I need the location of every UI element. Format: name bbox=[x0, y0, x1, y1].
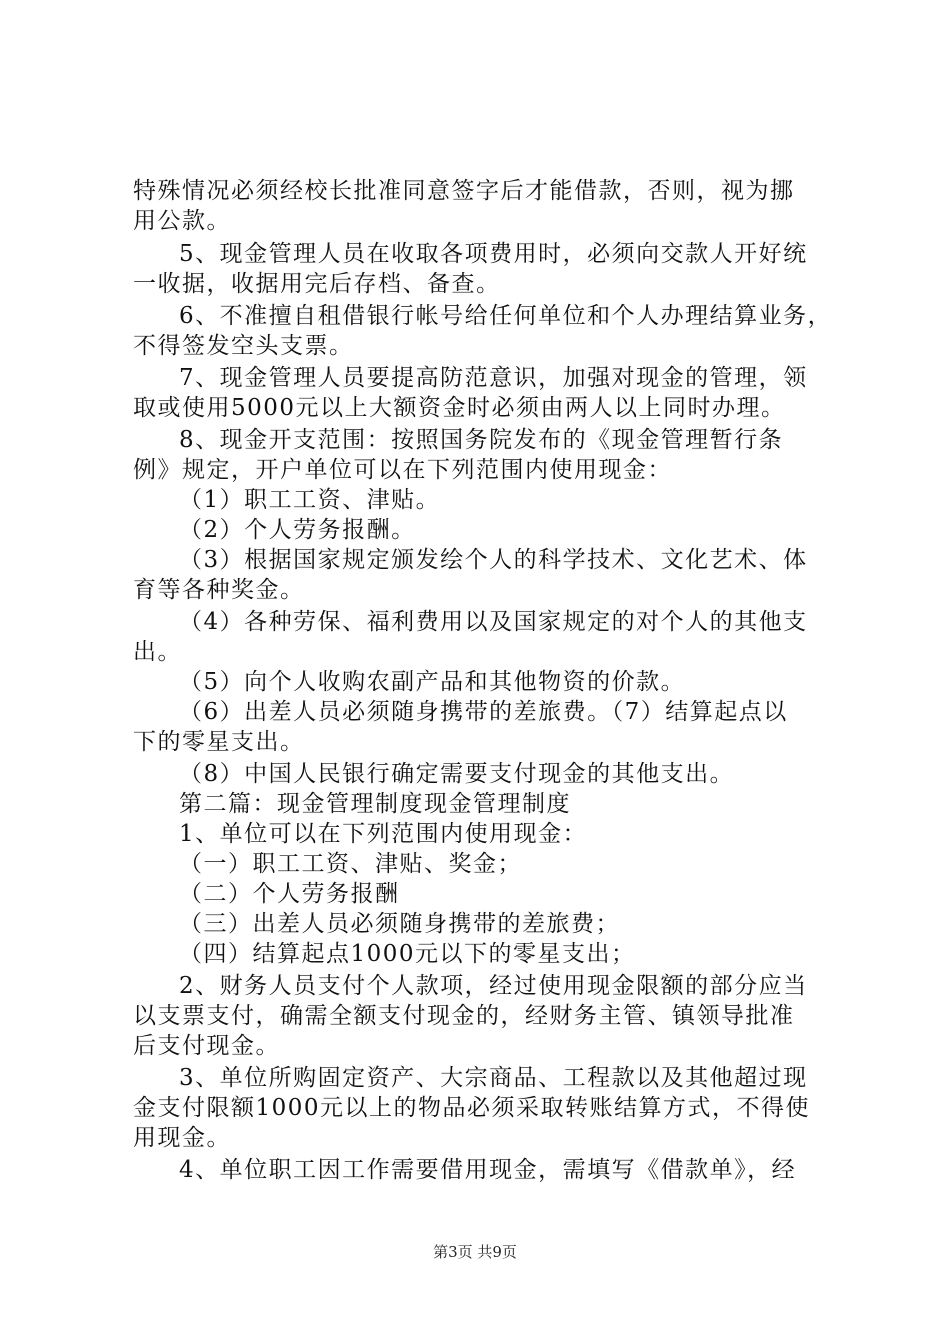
text-line: （6）出差人员必须随身携带的差旅费。（7）结算起点以 bbox=[179, 699, 788, 725]
text-line: 2、财务人员支付个人款项，经过使用现金限额的部分应当 bbox=[179, 973, 808, 999]
text-line: 一收据，收据用完后存档、备查。 bbox=[133, 271, 501, 297]
text-line: （8）中国人民银行确定需要支付现金的其他支出。 bbox=[179, 761, 735, 787]
text-line: 用公款。 bbox=[133, 208, 231, 234]
text-line: 用现金。 bbox=[133, 1125, 231, 1151]
text-line: 育等各种奖金。 bbox=[133, 577, 305, 603]
text-line: （5）向个人收购农副产品和其他物资的价款。 bbox=[179, 669, 686, 695]
text-line: （二）个人劳务报酬 bbox=[179, 881, 400, 907]
text-line: 3、单位所购固定资产、大宗商品、工程款以及其他超过现 bbox=[179, 1065, 808, 1091]
text-line: （一）职工工资、津贴、奖金； bbox=[179, 851, 522, 877]
text-line: 金支付限额1000元以上的物品必须采取转账结算方式，不得使 bbox=[133, 1095, 811, 1121]
text-line: 1、单位可以在下列范围内使用现金： bbox=[179, 821, 588, 847]
text-line: 8、现金开支范围：按照国务院发布的《现金管理暂行条 bbox=[179, 427, 784, 453]
text-line: 特殊情况必须经校长批准同意签字后才能借款，否则，视为挪 bbox=[133, 178, 795, 204]
text-line: 例》规定，开户单位可以在下列范围内使用现金： bbox=[133, 457, 672, 483]
text-line: （三）出差人员必须随身携带的差旅费； bbox=[179, 911, 620, 937]
text-line: 以支票支付，确需全额支付现金的，经财务主管、镇领导批准 bbox=[133, 1003, 795, 1029]
text-line: 4、单位职工因工作需要借用现金，需填写《借款单》，经 bbox=[179, 1157, 797, 1183]
text-line: 7、现金管理人员要提高防范意识，加强对现金的管理，领 bbox=[179, 365, 808, 391]
text-line: （四）结算起点1000元以下的零星支出； bbox=[179, 941, 636, 967]
text-line: 后支付现金。 bbox=[133, 1033, 280, 1059]
text-line: （1）职工工资、津贴。 bbox=[179, 487, 441, 513]
text-line: 6、不准擅自租借银行帐号给任何单位和个人办理结算业务， bbox=[179, 303, 833, 329]
text-line: 5、现金管理人员在收取各项费用时，必须向交款人开好统 bbox=[179, 241, 808, 267]
text-line: 取或使用5000元以上大额资金时必须由两人以上同时办理。 bbox=[133, 395, 786, 421]
text-line: （3）根据国家规定颁发绘个人的科学技术、文化艺术、体 bbox=[179, 547, 808, 573]
text-line: （4）各种劳保、福利费用以及国家规定的对个人的其他支 bbox=[179, 609, 808, 635]
section-heading: 第二篇：现金管理制度现金管理制度 bbox=[179, 791, 571, 817]
text-line: 下的零星支出。 bbox=[133, 729, 305, 755]
page-number-footer: 第3页 共9页 bbox=[433, 1243, 517, 1261]
text-line: 不得签发空头支票。 bbox=[133, 333, 354, 359]
text-line: （2）个人劳务报酬。 bbox=[179, 517, 416, 543]
text-line: 出。 bbox=[133, 639, 182, 665]
